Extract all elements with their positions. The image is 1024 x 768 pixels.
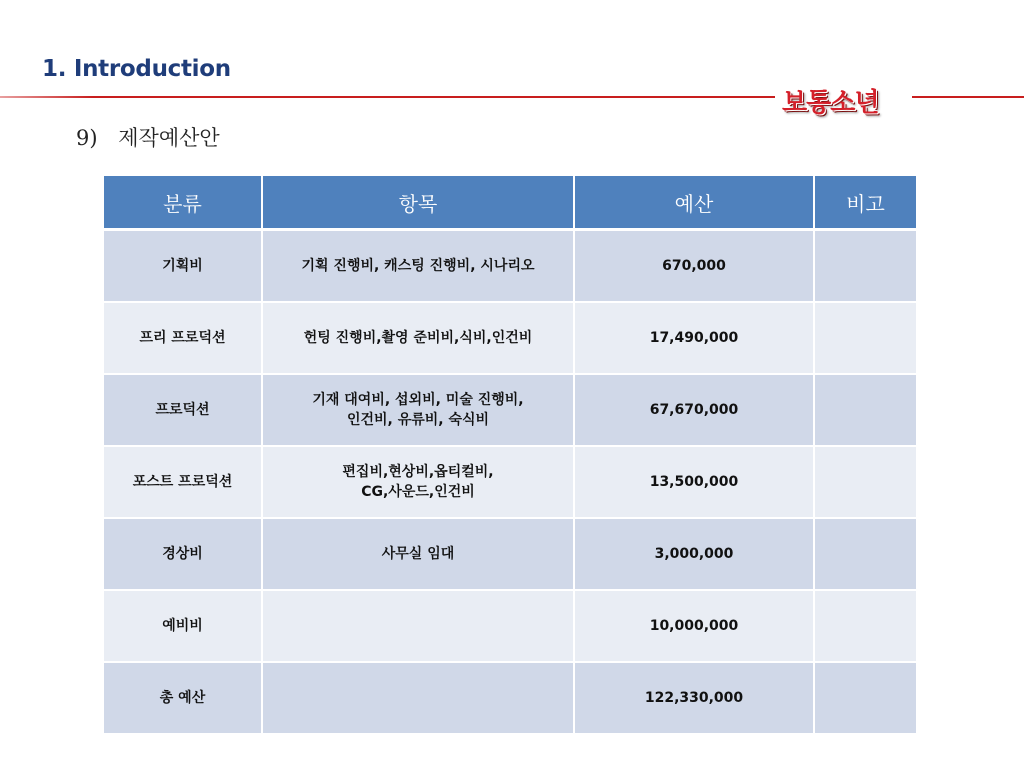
section-title: 1. Introduction bbox=[42, 56, 231, 82]
column-header-category: 분류 bbox=[104, 176, 262, 230]
cell-budget: 670,000 bbox=[574, 230, 814, 303]
cell-items-line: 편집비,현상비,옵티컬비, bbox=[342, 464, 494, 480]
cell-items bbox=[262, 662, 574, 734]
header-rule-left bbox=[0, 96, 775, 98]
cell-category: 기획비 bbox=[104, 230, 262, 303]
cell-note bbox=[814, 662, 916, 734]
header-rule-right bbox=[912, 96, 1024, 98]
cell-budget: 3,000,000 bbox=[574, 518, 814, 590]
cell-items bbox=[262, 374, 574, 446]
cell-category: 포스트 프로덕션 bbox=[104, 446, 262, 518]
table-row bbox=[104, 230, 916, 303]
table-body bbox=[104, 230, 916, 735]
cell-note bbox=[814, 302, 916, 374]
cell-items-line: CG,사운드,인건비 bbox=[361, 484, 475, 500]
cell-items-line: 인건비, 유류비, 숙식비 bbox=[346, 412, 490, 428]
cell-category: 예비비 bbox=[104, 590, 262, 662]
cell-note bbox=[814, 230, 916, 303]
cell-budget: 13,500,000 bbox=[574, 446, 814, 518]
cell-items bbox=[262, 446, 574, 518]
cell-items bbox=[262, 518, 574, 590]
table-row bbox=[104, 302, 916, 374]
cell-items-line: 기재 대여비, 섭외비, 미술 진행비, bbox=[312, 392, 524, 408]
cell-budget: 67,670,000 bbox=[574, 374, 814, 446]
cell-budget: 10,000,000 bbox=[574, 590, 814, 662]
table-row bbox=[104, 518, 916, 590]
cell-budget: 122,330,000 bbox=[574, 662, 814, 734]
column-header-note: 비고 bbox=[814, 176, 916, 230]
cell-items-line: 헌팅 진행비,촬영 준비비,식비,인건비 bbox=[303, 330, 533, 346]
cell-items-line: 기획 진행비, 캐스팅 진행비, 시나리오 bbox=[301, 258, 535, 274]
slide-subtitle bbox=[76, 122, 220, 152]
cell-budget: 17,490,000 bbox=[574, 302, 814, 374]
cell-note bbox=[814, 446, 916, 518]
cell-note bbox=[814, 374, 916, 446]
cell-category: 총 예산 bbox=[104, 662, 262, 734]
cell-note bbox=[814, 518, 916, 590]
table-header-row bbox=[104, 176, 916, 230]
column-header-items: 항목 bbox=[262, 176, 574, 230]
cell-category: 프리 프로덕션 bbox=[104, 302, 262, 374]
cell-note bbox=[814, 590, 916, 662]
table-row bbox=[104, 374, 916, 446]
subtitle-number: 9) bbox=[76, 126, 98, 150]
table-row bbox=[104, 662, 916, 734]
cell-category: 경상비 bbox=[104, 518, 262, 590]
table-row bbox=[104, 590, 916, 662]
table-row bbox=[104, 446, 916, 518]
brand-logo: 보통소년 bbox=[782, 88, 879, 118]
column-header-budget: 예산 bbox=[574, 176, 814, 230]
cell-items-line: 사무실 임대 bbox=[381, 546, 455, 562]
subtitle-text: 제작예산안 bbox=[118, 126, 220, 150]
cell-items bbox=[262, 230, 574, 303]
cell-items bbox=[262, 302, 574, 374]
cell-category: 프로덕션 bbox=[104, 374, 262, 446]
budget-table bbox=[104, 176, 916, 735]
cell-items bbox=[262, 590, 574, 662]
